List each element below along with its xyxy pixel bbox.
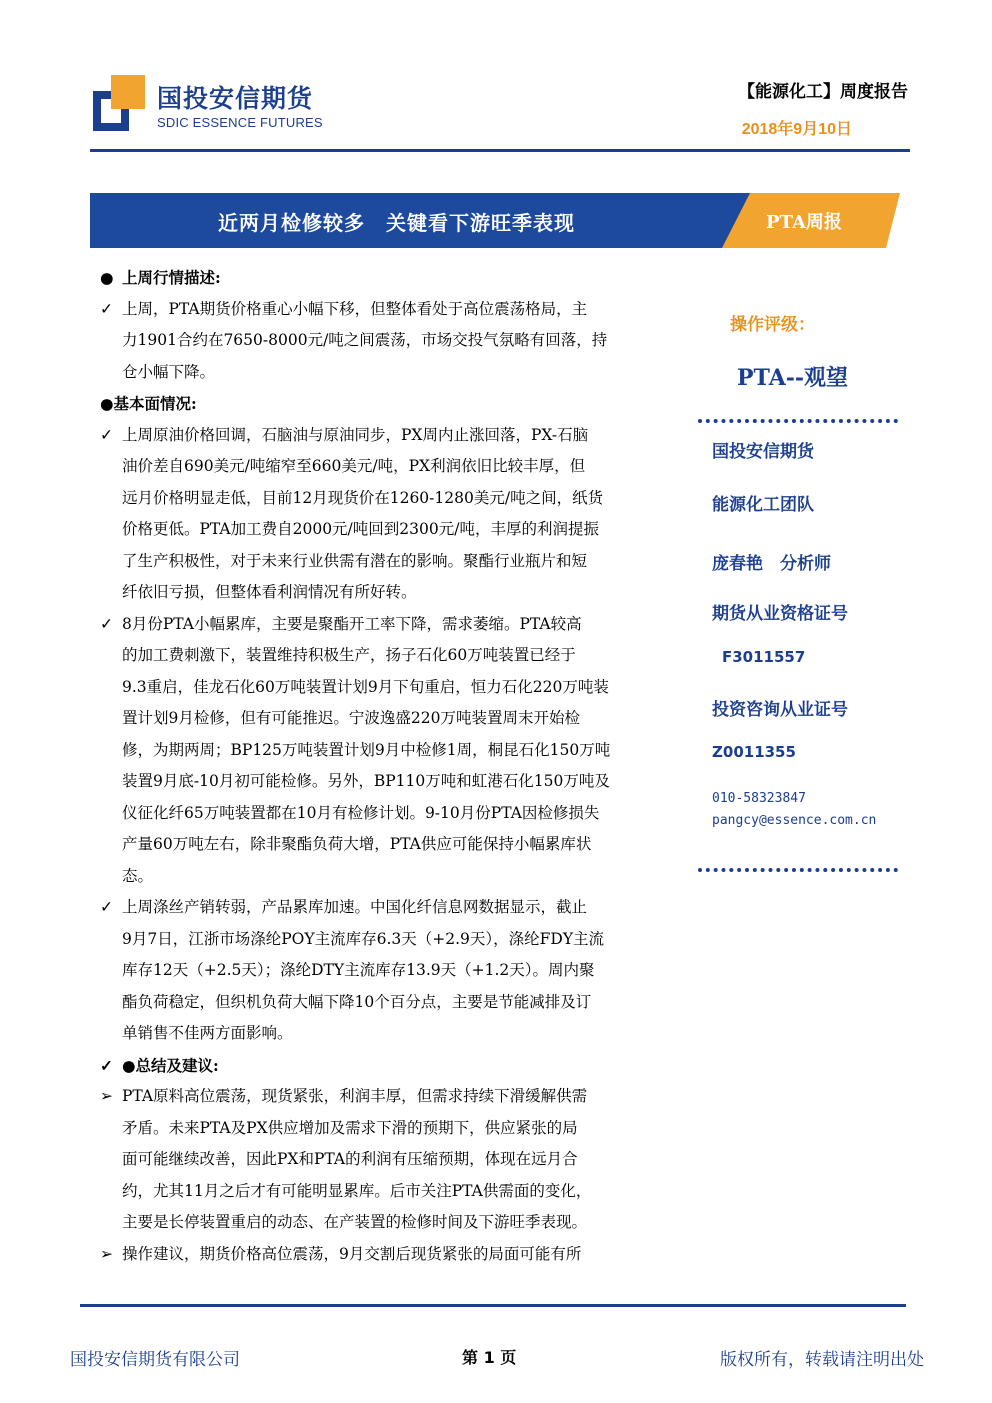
text-line: 酯负荷稳定，但织机负荷大幅下降10个百分点，主要是节能减排及订 — [122, 992, 592, 1011]
footer-company: 国投安信期货有限公司 — [70, 1350, 240, 1370]
text-line: 价格更低。PTA加工费自2000元/吨回到2300元/吨，丰厚的利润提振 — [122, 520, 599, 538]
report-type: 【能源化工】周度报告 — [738, 82, 908, 102]
checkmark-icon: ✓ — [100, 299, 113, 318]
bullet-dot-icon: ● — [122, 1055, 136, 1075]
sidebar-cert1-label: 期货从业资格证号 — [712, 604, 848, 624]
text-line: 的加工费刺激下，装置维持积极生产，扬子石化60万吨装置已经于 — [122, 646, 576, 664]
text-line: ✓ 上周，PTA期货价格重心小幅下移，但整体看处于高位震荡格局，主 — [100, 294, 676, 326]
text-line: 仓小幅下降。 — [122, 362, 216, 381]
logo-mark-icon — [93, 75, 145, 131]
checkmark-icon: ✓ — [100, 898, 113, 916]
sidebar-cert2-value: Z0011355 — [712, 743, 796, 761]
text-line: 置计划9月检修，但有可能推迟。宁波逸盛220万吨装置周末开始检 — [122, 709, 580, 727]
text-line: ✓ 8月份PTA小幅累库，主要是聚酯开工率下降，需求萎缩。PTA较高 — [100, 609, 676, 641]
text-line: 纤依旧亏损，但整体看利润情况有所好转。 — [122, 583, 417, 601]
sidebar-team: 能源化工团队 — [712, 495, 814, 515]
text-line: 单销售不佳两方面影响。 — [122, 1024, 293, 1042]
text-line: 修，为期两周；BP125万吨装置计划9月中检修1周，桐昆石化150万吨 — [122, 740, 611, 759]
bullet-dot-icon: ● — [100, 268, 114, 287]
footer-divider — [80, 1304, 906, 1307]
section-heading: ● 上周行情描述: — [100, 262, 676, 294]
text-line: 主要是长停装置重启的动态、在产装置的检修时间及下游旺季表现。 — [122, 1213, 588, 1231]
sidebar-cert2-label: 投资咨询从业证号 — [712, 700, 848, 720]
checkmark-icon: ✓ — [100, 1055, 113, 1075]
logo-english-name: SDIC ESSENCE FUTURES — [157, 115, 323, 130]
text-line: 库存12天（+2.5天）；涤纶DTY主流库存13.9天（+1.2天）。周内聚 — [122, 961, 595, 979]
report-date: 2018年9月10日 — [741, 121, 852, 138]
sidebar-phone: 010-58323847 — [712, 791, 806, 806]
section-heading: ●基本面情况: — [100, 394, 197, 413]
bullet-dot-icon: ● — [100, 394, 114, 413]
report-title: 近两月检修较多 关键看下游旺季表现 — [218, 211, 575, 235]
title-banner — [90, 193, 902, 248]
text-line: ➢ 操作建议，期货价格高位震荡，9月交割后现货紧张的局面可能有所 — [100, 1239, 676, 1271]
text-line: 产量60万吨左右，除非聚酯负荷大增，PTA供应可能保持小幅累库状 — [122, 835, 592, 853]
main-content — [100, 262, 676, 1270]
sidebar-divider-top — [698, 419, 898, 423]
text-line: ✓ 上周涤丝产销转弱，产品累库加速。中国化纤信息网数据显示，截止 — [100, 892, 676, 924]
footer-copyright: 版权所有，转载请注明出处 — [720, 1350, 924, 1370]
text-line: 态。 — [122, 866, 154, 885]
text-line: 面可能继续改善，因此PX和PTA的利润有压缩预期，体现在远月合 — [122, 1150, 578, 1168]
text-line: 9月7日，江浙市场涤纶POY主流库存6.3天（+2.9天），涤纶FDY主流 — [122, 929, 605, 948]
sidebar-email[interactable]: pangcy@essence.com.cn — [712, 813, 877, 828]
header-divider — [90, 149, 910, 152]
sidebar-company: 国投安信期货 — [712, 442, 814, 462]
text-line: 远月价格明显走低，目前12月现货价在1260-1280美元/吨之间，纸货 — [122, 488, 604, 507]
section-heading: ✓ ●总结及建议: — [100, 1050, 676, 1082]
text-line: 了生产积极性，对于未来行业供需有潜在的影响。聚酯行业瓶片和短 — [122, 551, 588, 570]
text-line: ✓ 上周原油价格回调，石脑油与原油同步，PX周内止涨回落，PX-石脑 — [100, 420, 676, 452]
rating-value: PTA--观望 — [737, 365, 849, 391]
text-line: 约，尤其11月之后才有可能明显累库。后市关注PTA供需面的变化， — [122, 1181, 592, 1200]
logo-chinese-name: 国投安信期货 — [157, 84, 314, 113]
checkmark-icon: ✓ — [100, 614, 113, 633]
page-number: 第 1 页 — [462, 1348, 517, 1367]
rating-label: 操作评级： — [730, 315, 815, 335]
text-line: 9.3重启，佳龙石化60万吨装置计划9月下旬重启，恒力石化220万吨装 — [122, 677, 609, 696]
text-line: 力1901合约在7650-8000元/吨之间震荡，市场交投气氛略有回落，持 — [122, 331, 608, 349]
text-line: 装置9月底-10月初可能检修。另外，BP110万吨和虹港石化150万吨及 — [122, 772, 610, 790]
text-line: 矛盾。未来PTA及PX供应增加及需求下滑的预期下，供应紧张的局 — [122, 1118, 578, 1137]
company-logo — [93, 75, 343, 135]
text-line: ➢ PTA原料高位震荡，现货紧张，利润丰厚，但需求持续下滑缓解供需 — [100, 1081, 676, 1113]
sidebar-analyst: 庞春艳 分析师 — [712, 554, 831, 574]
arrow-bullet-icon: ➢ — [100, 1087, 113, 1105]
report-tag: PTA周报 — [766, 212, 842, 233]
checkmark-icon: ✓ — [100, 425, 113, 444]
sidebar-divider-bottom — [698, 868, 898, 872]
text-line: 油价差自690美元/吨缩窄至660美元/吨，PX利润依旧比较丰厚，但 — [122, 457, 586, 475]
sidebar-cert1-value: F3011557 — [722, 648, 806, 666]
arrow-bullet-icon: ➢ — [100, 1244, 113, 1263]
text-line: 仪征化纤65万吨装置都在10月有检修计划。9-10月份PTA因检修损失 — [122, 803, 600, 822]
